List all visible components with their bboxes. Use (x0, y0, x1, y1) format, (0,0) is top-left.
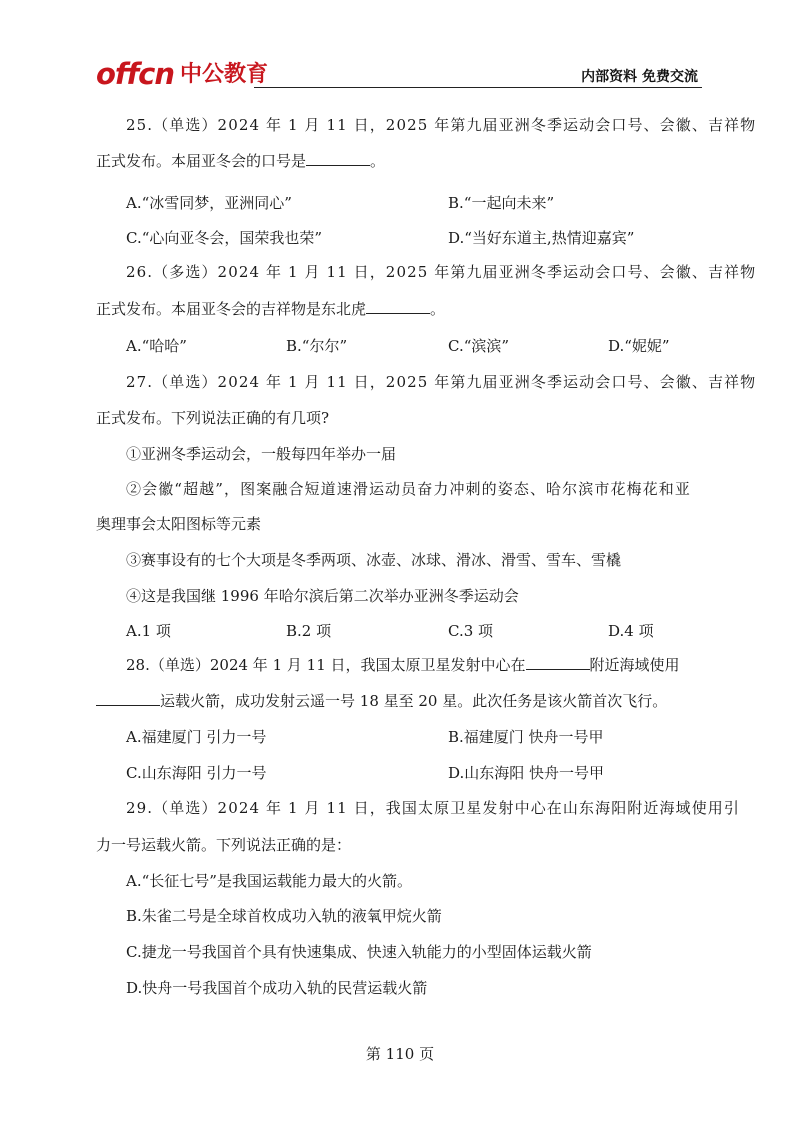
q27-option-d: D.4 项 (608, 622, 654, 640)
q25-option-a: A.“冰雪同梦，亚洲同心” (126, 194, 292, 212)
q26-stem-line1: 26.（多选）2024 年 1 月 11 日，2025 年第九届亚洲冬季运动会口号、会徽、吉祥物 (126, 263, 757, 281)
q29-stem-line1: 29.（单选）2024 年 1 月 11 日，我国太原卫星发射中心在山东海阳附近海域使用引 (126, 799, 741, 817)
q27-statement-2b: 奥理事会太阳图标等元素 (96, 515, 262, 533)
header-divider (254, 87, 702, 88)
q25-option-b: B.“一起向未来” (448, 194, 555, 212)
page-header (96, 58, 702, 90)
q26-option-a: A.“哈哈” (126, 337, 187, 355)
q28-stem-line2: 运载火箭，成功发射云遥一号 18 星至 20 星。此次任务是该火箭首次飞行。 (96, 691, 667, 713)
answer-blank (366, 299, 430, 314)
q25-stem-line1: 25.（单选）2024 年 1 月 11 日，2025 年第九届亚洲冬季运动会口号、会徽、吉祥物 (126, 116, 757, 134)
q27-stem-line1: 27.（单选）2024 年 1 月 11 日，2025 年第九届亚洲冬季运动会口号、会徽、吉祥物 (126, 373, 757, 391)
q26-option-b: B.“尔尔” (286, 337, 348, 355)
q27-option-b: B.2 项 (286, 622, 332, 640)
q26-stem-line2: 正式发布。本届亚冬会的吉祥物是东北虎 。 (96, 300, 446, 318)
q27-stem-line2: 正式发布。下列说法正确的有几项? (96, 409, 330, 427)
q28-option-c: C.山东海阳 引力一号 (126, 764, 267, 782)
q27-statement-1: ①亚洲冬季运动会，一般每四年举办一届 (126, 445, 397, 463)
q26-option-d: D.“妮妮” (608, 337, 670, 355)
q29-option-d: D.快舟一号我国首个成功入轨的民营运载火箭 (126, 979, 428, 997)
q28-option-d: D.山东海阳 快舟一号甲 (448, 764, 605, 782)
q27-option-a: A.1 项 (126, 622, 171, 640)
q27-statement-4: ④这是我国继 1996 年哈尔滨后第二次举办亚洲冬季运动会 (126, 587, 519, 605)
q29-option-a: A.“长征七号”是我国运载能力最大的火箭。 (126, 872, 412, 890)
answer-blank (526, 655, 590, 670)
q29-option-b: B.朱雀二号是全球首枚成功入轨的液氧甲烷火箭 (126, 907, 442, 925)
q27-statement-3: ③赛事设有的七个大项是冬季两项、冰壶、冰球、滑冰、滑雪、雪车、雪橇 (126, 551, 622, 569)
page-number: 第 110 页 (365, 1045, 435, 1063)
answer-blank (306, 151, 370, 166)
q29-option-c: C.捷龙一号我国首个具有快速集成、快速入轨能力的小型固体运载火箭 (126, 943, 592, 961)
offcn-logo (96, 57, 269, 91)
logo-text-cn: 中公教育 (180, 62, 269, 87)
answer-blank (96, 691, 160, 706)
header-tagline: 内部资料 免费交流 (581, 69, 698, 85)
q28-stem-line1: 28.（单选）2024 年 1 月 11 日，我国太原卫星发射中心在 附近海域使用 (126, 656, 680, 674)
q29-stem-line2: 力一号运载火箭。下列说法正确的是： (96, 836, 352, 854)
logo-text-en: offcn (96, 57, 174, 91)
q26-option-c: C.“滨滨” (448, 337, 510, 355)
q28-option-b: B.福建厦门 快舟一号甲 (448, 728, 604, 746)
q27-option-c: C.3 项 (448, 622, 494, 640)
q25-stem-line2: 正式发布。本届亚冬会的口号是 。 (96, 152, 386, 170)
q28-option-a: A.福建厦门 引力一号 (126, 728, 267, 746)
q25-option-d: D.“当好东道主,热情迎嘉宾” (448, 229, 635, 247)
q27-statement-2a: ②会徽“超越”，图案融合短道速滑运动员奋力冲刺的姿态、哈尔滨市花梅花和亚 (126, 480, 691, 498)
q25-option-c: C.“心向亚冬会，国荣我也荣” (126, 229, 323, 247)
